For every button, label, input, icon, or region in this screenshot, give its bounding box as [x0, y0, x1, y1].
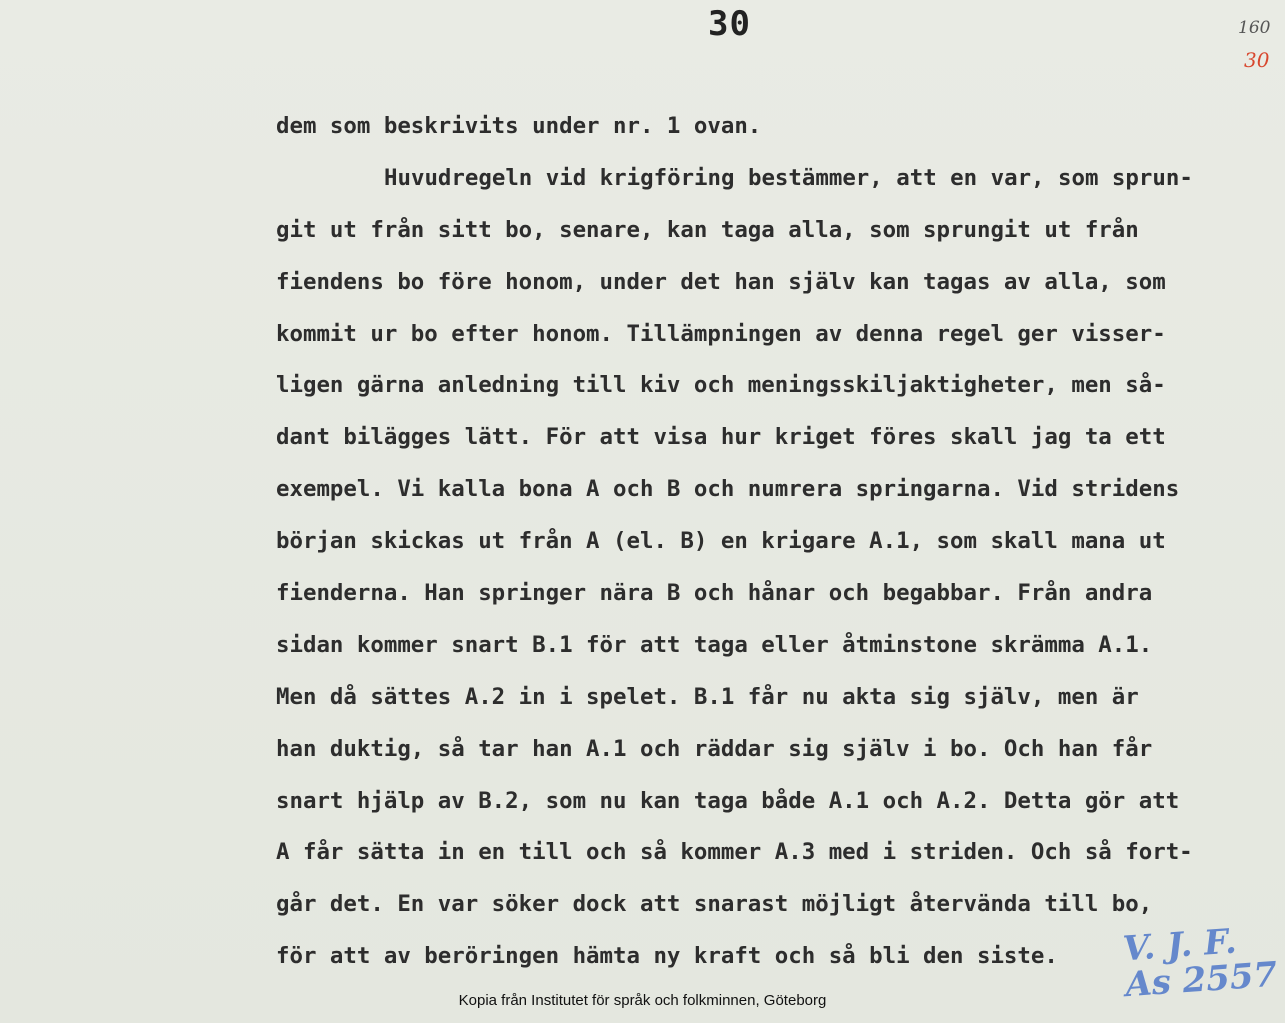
- stamp-line: As 2557: [1124, 954, 1279, 1006]
- text-line: fiendens bo före honom, under det han själv kan tagas av alla, som: [276, 268, 1166, 295]
- text-line: för att av beröringen hämta ny kraft och så bli den siste.: [276, 943, 1058, 970]
- copy-footer: Kopia från Institutet för språk och folkminnen, Göteborg: [458, 992, 827, 1009]
- text-line: dem som beskrivits under nr. 1 ovan.: [276, 113, 762, 139]
- text-line: snart hjälp av B.2, som nu kan taga både A.1 och A.2. Detta gör att: [276, 787, 1180, 814]
- archive-stamp: [1121, 921, 1279, 1006]
- red-page-number: 30: [1244, 48, 1270, 72]
- stamp-line: V. J. F.: [1121, 921, 1238, 970]
- archive-number: 160: [1238, 18, 1271, 38]
- text-line: ligen gärna anledning till kiv och meningsskiljaktigheter, men så-: [276, 372, 1166, 399]
- text-line: Men då sättes A.2 in i spelet. B.1 får nu akta sig själv, men är: [276, 683, 1139, 710]
- text-line: han duktig, så tar han A.1 och räddar sig själv i bo. Och han får: [276, 735, 1153, 762]
- text-line: sidan kommer snart B.1 för att taga eller åtminstone skrämma A.1.: [276, 631, 1153, 658]
- text-line: kommit ur bo efter honom. Tillämpningen av denna regel ger visser-: [276, 320, 1166, 347]
- text-line: A får sätta in en till och så kommer A.3 med i striden. Och så fort-: [276, 839, 1193, 866]
- text-line: dant bilägges lätt. För att visa hur kriget föres skall jag ta ett: [276, 424, 1166, 451]
- text-line: exempel. Vi kalla bona A och B och numrera springarna. Vid stridens: [276, 476, 1180, 503]
- text-line: går det. En var söker dock att snarast möjligt återvända till bo,: [276, 891, 1153, 918]
- text-line: Huvudregeln vid krigföring bestämmer, att en var, som sprun-: [384, 164, 1193, 191]
- text-line: början skickas ut från A (el. B) en krigare A.1, som skall mana ut: [276, 528, 1166, 555]
- typed-text-body: [276, 108, 1276, 990]
- text-line: fienderna. Han springer nära B och hånar och begabbar. Från andra: [276, 580, 1153, 607]
- text-line: git ut från sitt bo, senare, kan taga alla, som sprungit ut från: [276, 216, 1139, 243]
- page-number: 30: [708, 4, 751, 44]
